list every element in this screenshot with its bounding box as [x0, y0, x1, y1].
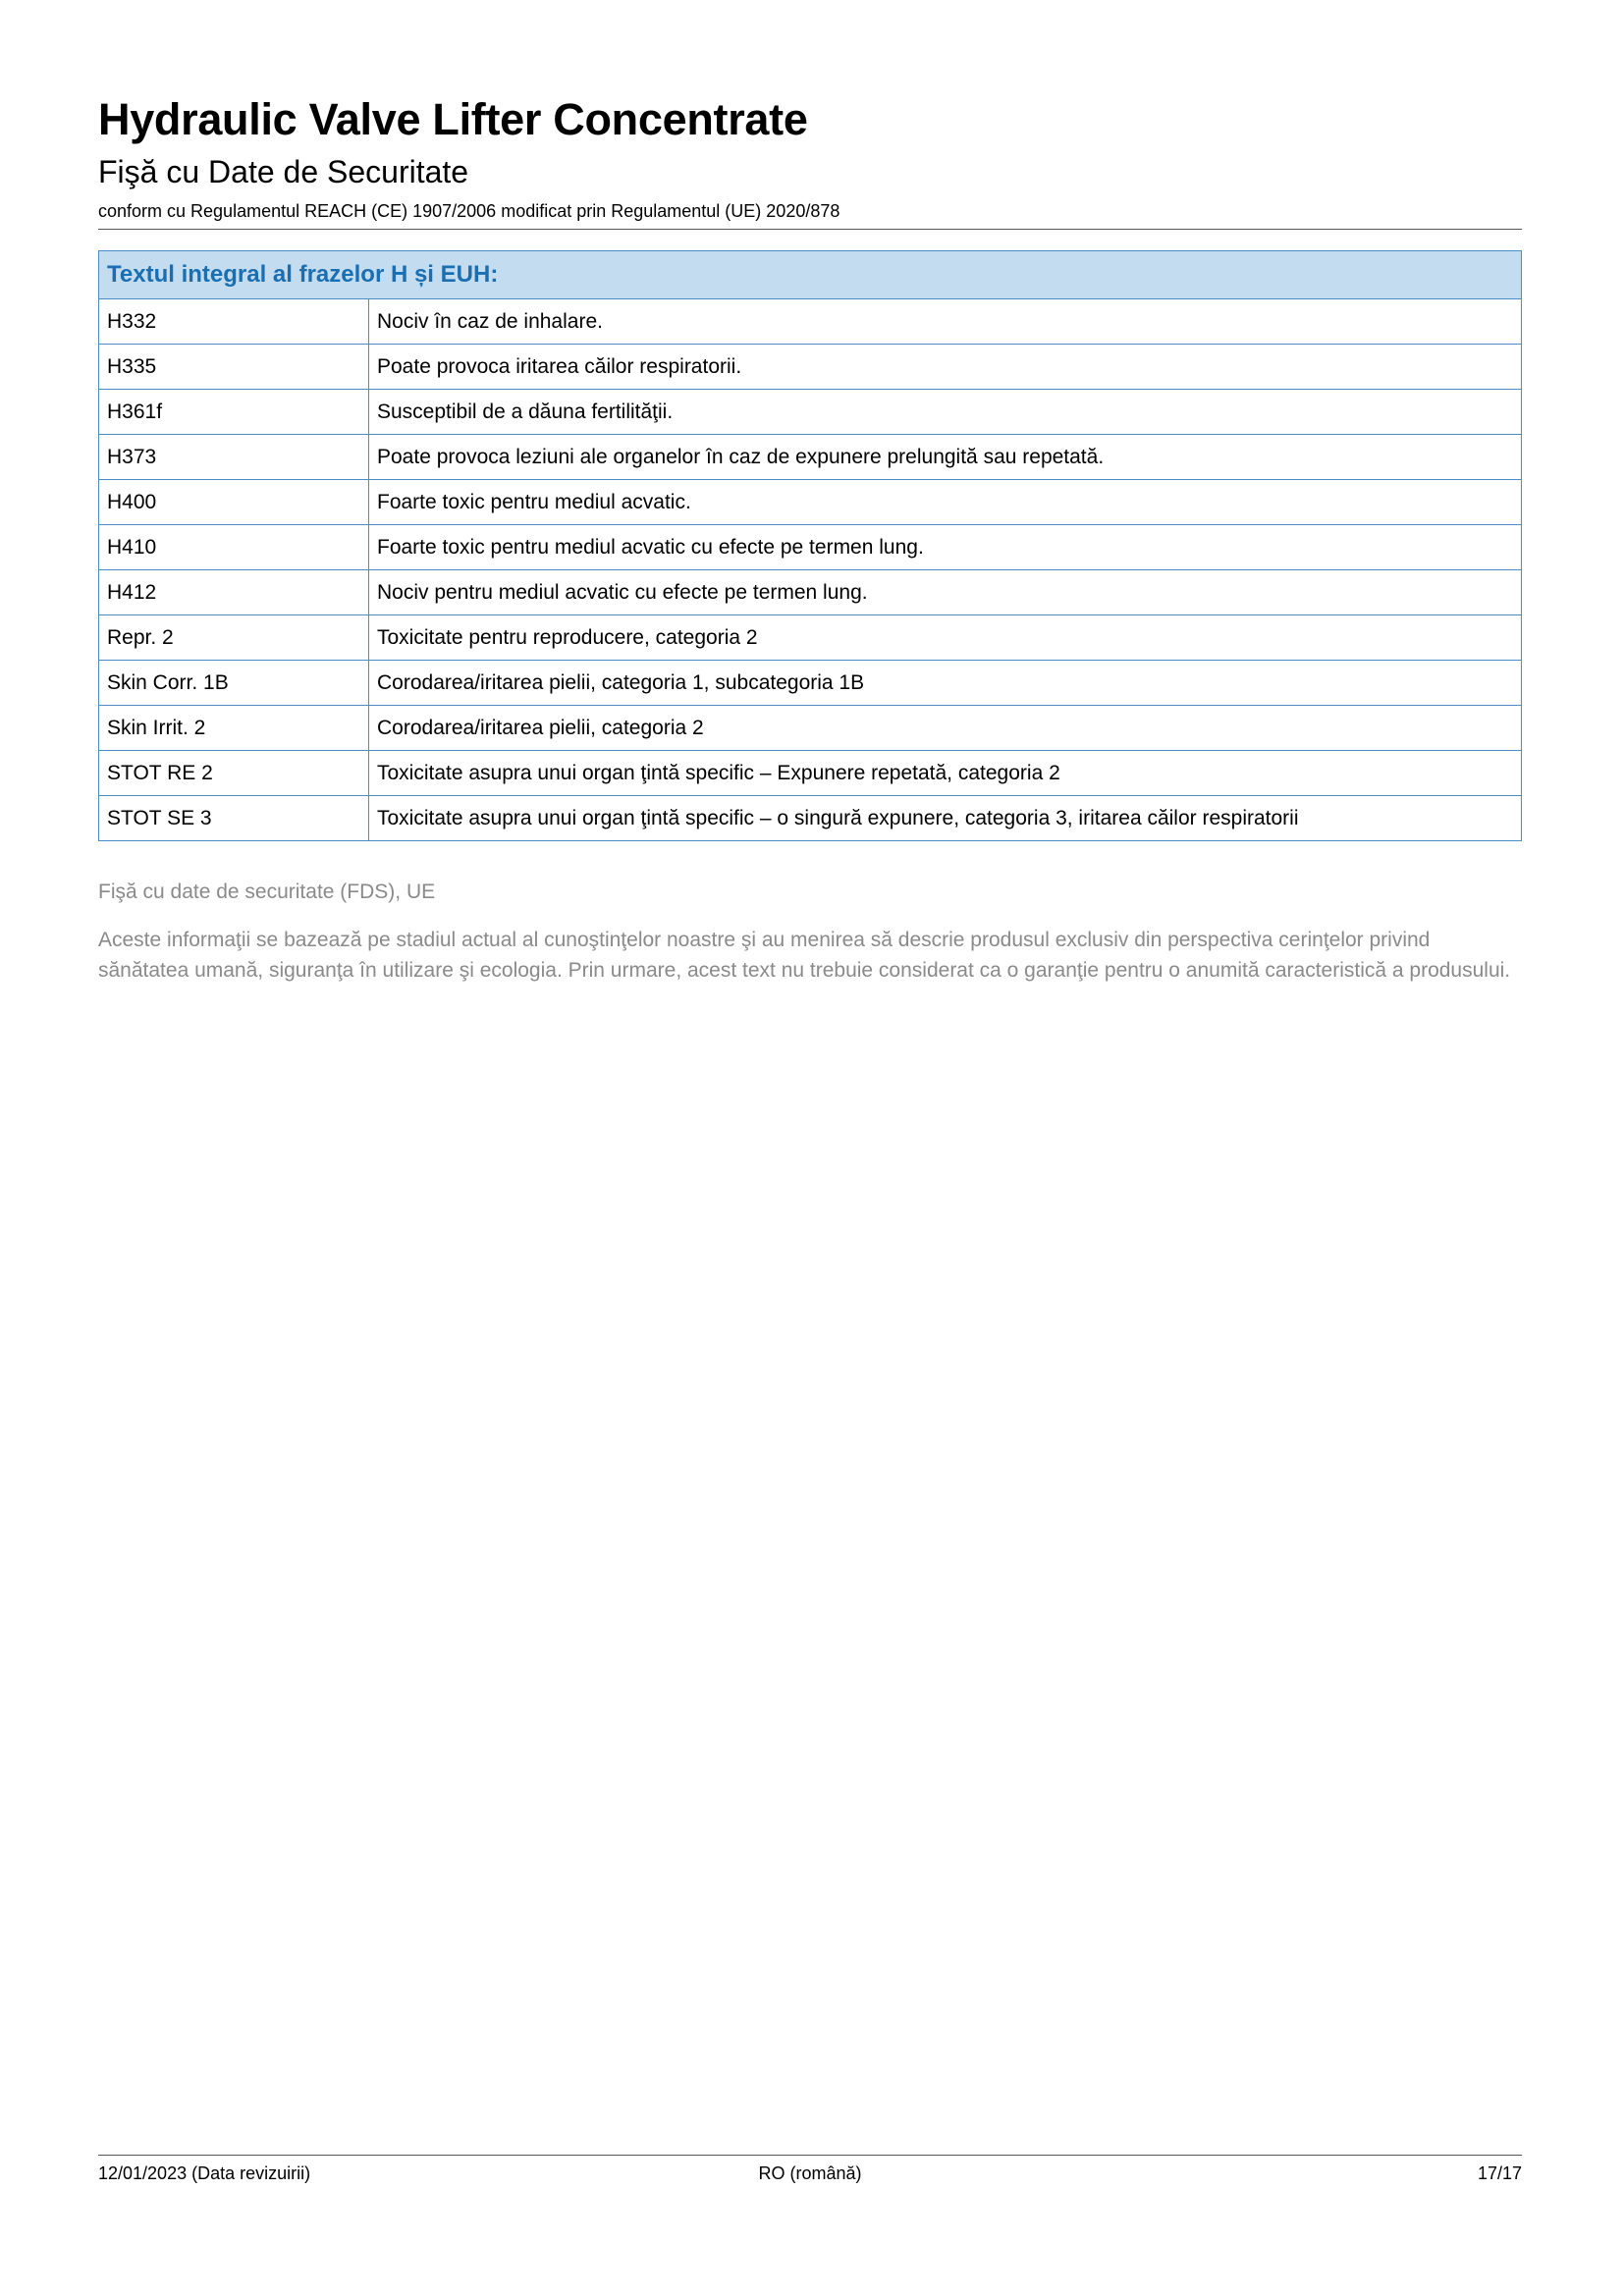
table-row	[99, 751, 1522, 796]
regulation-reference: conform cu Regulamentul REACH (CE) 1907/2006 modificat prin Regulamentul (UE) 2020/878	[98, 201, 840, 221]
hazard-code: H335	[99, 345, 369, 390]
hazard-code: H332	[99, 299, 369, 345]
hazard-code: Skin Corr. 1B	[99, 661, 369, 706]
table-body	[99, 299, 1522, 841]
hazard-code: Skin Irrit. 2	[99, 706, 369, 751]
header-divider	[98, 229, 1522, 230]
hazard-code: H373	[99, 435, 369, 480]
table-header-row	[99, 251, 1522, 299]
table-row	[99, 796, 1522, 841]
hazard-code: H410	[99, 525, 369, 570]
sds-source-note: Fişă cu date de securitate (FDS), UE	[98, 881, 436, 903]
hazard-code: STOT RE 2	[99, 751, 369, 796]
table-row	[99, 525, 1522, 570]
table-row	[99, 706, 1522, 751]
table-row	[99, 345, 1522, 390]
hazard-statement: Toxicitate pentru reproducere, categoria 2	[369, 615, 1522, 661]
document-subtitle: Fişă cu Date de Securitate	[98, 154, 469, 189]
table-row	[99, 615, 1522, 661]
footer-page-number: 17/17	[1477, 2163, 1522, 2183]
hazard-statement: Foarte toxic pentru mediul acvatic cu efecte pe termen lung.	[369, 525, 1522, 570]
hazard-code: H412	[99, 570, 369, 615]
hazard-code: H400	[99, 480, 369, 525]
footer-revision-date: 12/01/2023 (Data revizuirii)	[98, 2163, 311, 2183]
table-row	[99, 435, 1522, 480]
table-row	[99, 390, 1522, 435]
footer-language: RO (română)	[758, 2163, 862, 2183]
hazard-code: STOT SE 3	[99, 796, 369, 841]
table-row	[99, 480, 1522, 525]
table-row	[99, 570, 1522, 615]
hazard-statement: Foarte toxic pentru mediul acvatic.	[369, 480, 1522, 525]
footer-divider	[98, 2155, 1522, 2156]
table-row	[99, 661, 1522, 706]
hphrases-table	[98, 250, 1522, 841]
hazard-code: H361f	[99, 390, 369, 435]
hazard-statement: Toxicitate asupra unui organ ţintă specific – o singură expunere, categoria 3, iritarea căilor respiratorii	[369, 796, 1522, 841]
hazard-statement: Corodarea/iritarea pielii, categoria 1, subcategoria 1B	[369, 661, 1522, 706]
hazard-code: Repr. 2	[99, 615, 369, 661]
hazard-statement: Susceptibil de a dăuna fertilităţii.	[369, 390, 1522, 435]
hazard-statement: Corodarea/iritarea pielii, categoria 2	[369, 706, 1522, 751]
hazard-statement: Nociv pentru mediul acvatic cu efecte pe termen lung.	[369, 570, 1522, 615]
table-row	[99, 299, 1522, 345]
table-heading: Textul integral al frazelor H și EUH:	[99, 251, 1522, 299]
hazard-statement: Nociv în caz de inhalare.	[369, 299, 1522, 345]
hazard-statement: Toxicitate asupra unui organ ţintă specific – Expunere repetată, categoria 2	[369, 751, 1522, 796]
disclaimer-text: Aceste informaţii se bazează pe stadiul actual al cunoştinţelor noastre şi au menirea să descrie produsul exclusiv din perspectiva cerinţelor privind sănătatea umană, siguranţa în utilizare şi ecologia. Prin urmare, acest text nu trebuie considerat ca o garanţie pentru o anumită caracteristică a produsului.	[98, 929, 1511, 982]
hazard-statement: Poate provoca iritarea căilor respiratorii.	[369, 345, 1522, 390]
hazard-statement: Poate provoca leziuni ale organelor în caz de expunere prelungită sau repetată.	[369, 435, 1522, 480]
document-page	[98, 0, 1522, 2296]
document-title: Hydraulic Valve Lifter Concentrate	[98, 94, 808, 144]
